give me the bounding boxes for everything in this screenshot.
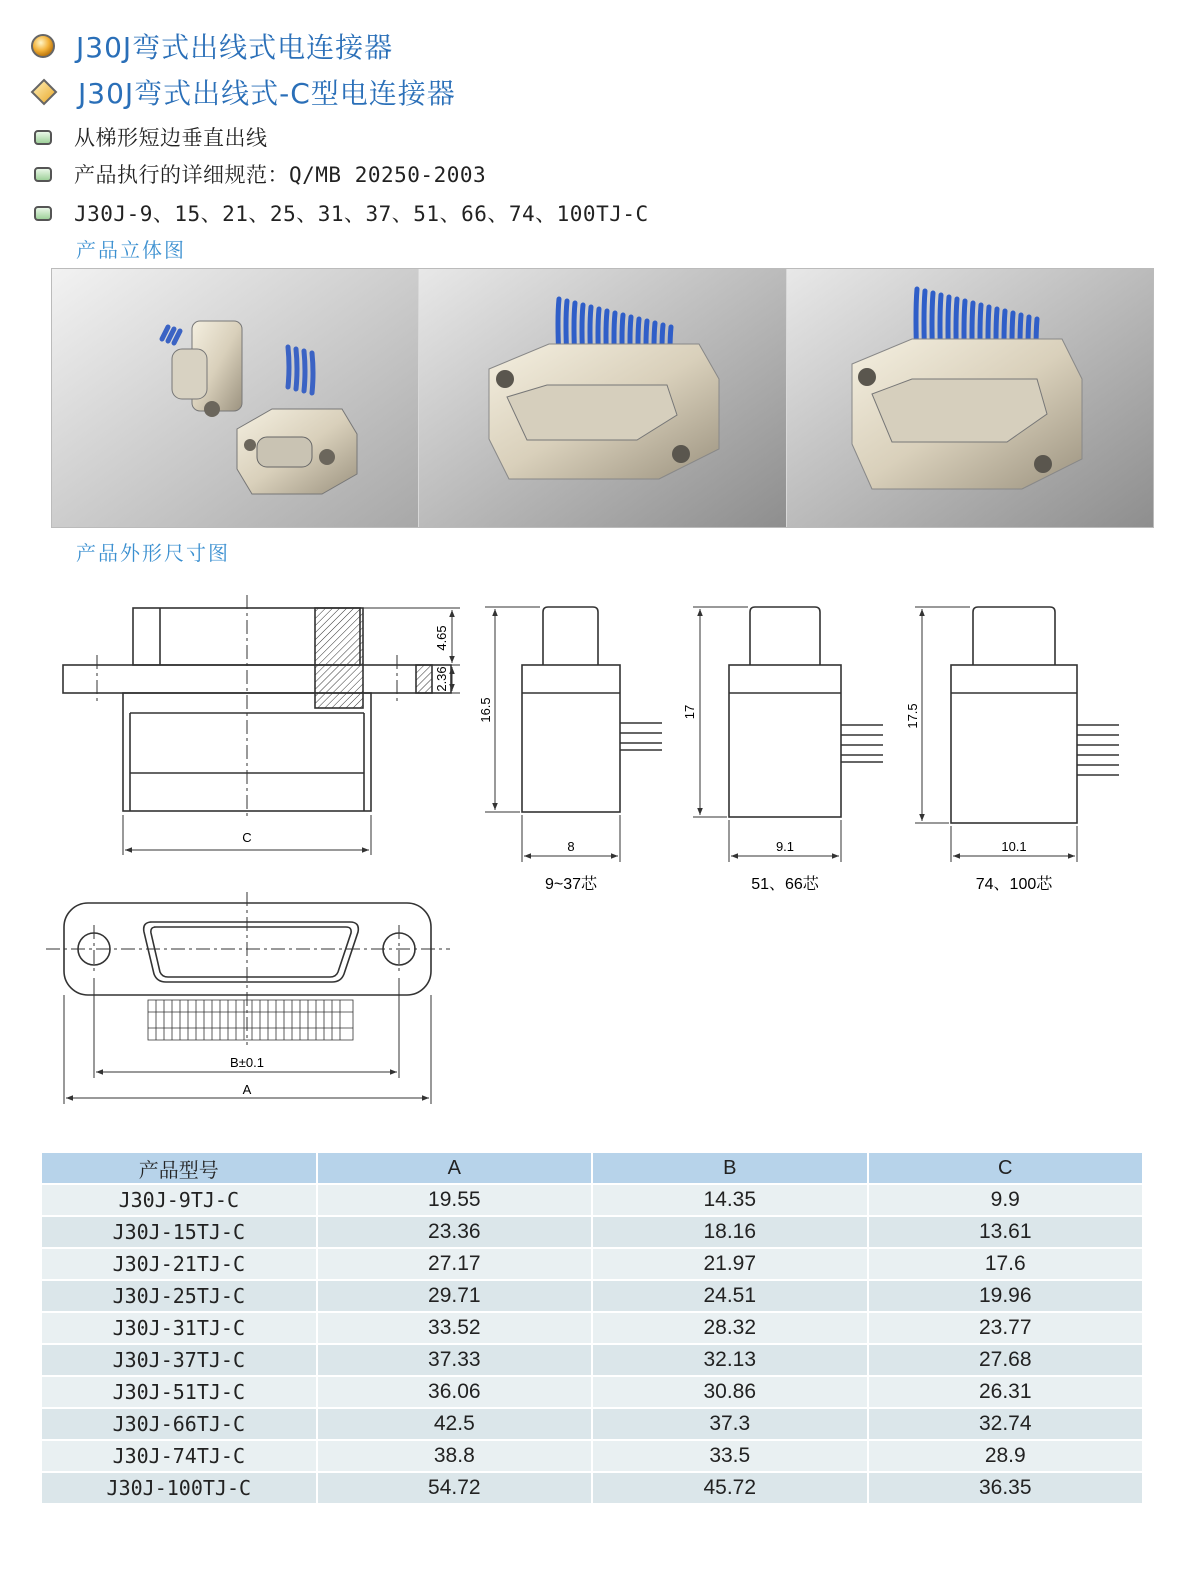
cell-b: 30.86 [593, 1377, 868, 1409]
green-square-bullet-icon [34, 167, 52, 182]
cell-b: 14.35 [593, 1185, 868, 1217]
cell-b: 21.97 [593, 1249, 868, 1281]
cell-b: 18.16 [593, 1217, 868, 1249]
side-view-height: 17 [682, 704, 697, 720]
cell-b: 24.51 [593, 1281, 868, 1313]
table-row [42, 1249, 1144, 1281]
bottom-view [46, 892, 450, 1104]
column-header-a: A [318, 1153, 593, 1185]
cell-a: 33.52 [318, 1313, 593, 1345]
dim-c-label: C [242, 830, 252, 845]
cell-a: 19.55 [318, 1185, 593, 1217]
green-square-bullet-icon [34, 206, 52, 221]
side-view-width: 10.1 [1001, 839, 1027, 854]
table-row [42, 1441, 1144, 1473]
cell-b: 37.3 [593, 1409, 868, 1441]
cell-a: 29.71 [318, 1281, 593, 1313]
cell-c: 26.31 [869, 1377, 1145, 1409]
cell-model: J30J-21TJ-C [42, 1249, 318, 1281]
cell-b: 33.5 [593, 1441, 868, 1473]
cell-model: J30J-37TJ-C [42, 1345, 318, 1377]
cell-b: 32.13 [593, 1345, 868, 1377]
cell-model: J30J-25TJ-C [42, 1281, 318, 1313]
column-header-b: B [593, 1153, 868, 1185]
dimension-drawing [0, 580, 1200, 1110]
table-row [42, 1281, 1144, 1313]
orange-circle-bullet-icon [30, 33, 56, 59]
cell-c: 9.9 [869, 1185, 1145, 1217]
table-header-row [42, 1153, 1144, 1185]
diamond-bullet-icon [30, 78, 58, 106]
dim-4.65: 4.65 [434, 625, 449, 651]
column-header-c: C [869, 1153, 1145, 1185]
cell-model: J30J-66TJ-C [42, 1409, 318, 1441]
cell-model: J30J-51TJ-C [42, 1377, 318, 1409]
side-view-2 [682, 607, 883, 893]
side-view-1 [478, 607, 662, 893]
spec-item [34, 198, 649, 228]
spec-item [34, 159, 486, 189]
cell-c: 23.77 [869, 1313, 1145, 1345]
column-header-model: 产品型号 [42, 1153, 318, 1185]
cell-b: 28.32 [593, 1313, 868, 1345]
cell-model: J30J-100TJ-C [42, 1473, 318, 1505]
table-row [42, 1377, 1144, 1409]
spec-item [34, 122, 268, 152]
dim-a-label: A [242, 1082, 252, 1097]
dim-b-label: B±0.1 [230, 1055, 264, 1070]
side-view-3 [905, 607, 1119, 893]
table-row [42, 1217, 1144, 1249]
side-view-caption: 9~37芯 [544, 876, 598, 893]
title-row-2 [30, 72, 456, 112]
green-square-bullet-icon [34, 130, 52, 145]
side-view-height: 16.5 [478, 697, 493, 723]
spec-text: 产品执行的详细规范：Q/MB 20250-2003 [74, 163, 487, 187]
cell-model: J30J-31TJ-C [42, 1313, 318, 1345]
cell-a: 38.8 [318, 1441, 593, 1473]
side-view-width: 8 [567, 839, 575, 854]
table-row [42, 1409, 1144, 1441]
table-row [42, 1345, 1144, 1377]
drawing-section-title: 产品外形尺寸图 [76, 541, 230, 565]
cell-model: J30J-9TJ-C [42, 1185, 318, 1217]
cell-c: 27.68 [869, 1345, 1145, 1377]
cell-a: 54.72 [318, 1473, 593, 1505]
table-row [42, 1185, 1144, 1217]
cell-a: 27.17 [318, 1249, 593, 1281]
cell-a: 36.06 [318, 1377, 593, 1409]
cell-c: 19.96 [869, 1281, 1145, 1313]
cell-c: 32.74 [869, 1409, 1145, 1441]
side-view-height: 17.5 [905, 703, 920, 729]
product-photos [51, 268, 1154, 528]
cell-b: 45.72 [593, 1473, 868, 1505]
cell-c: 13.61 [869, 1217, 1145, 1249]
product-photo-small [52, 269, 418, 527]
cell-a: 37.33 [318, 1345, 593, 1377]
side-view-caption: 74、100芯 [975, 876, 1053, 893]
cell-c: 28.9 [869, 1441, 1145, 1473]
cell-c: 36.35 [869, 1473, 1145, 1505]
dimension-table [42, 1153, 1144, 1505]
cell-model: J30J-15TJ-C [42, 1217, 318, 1249]
table-row [42, 1313, 1144, 1345]
side-view-width: 9.1 [775, 839, 795, 854]
side-view-caption: 51、66芯 [751, 876, 819, 893]
product-photo-large [786, 269, 1153, 527]
spec-text: J30J-9、15、21、25、31、37、51、66、74、100TJ-C [74, 202, 649, 226]
photo-section-title: 产品立体图 [76, 238, 186, 262]
page-title: J30J弯式出线式电连接器 [76, 31, 394, 64]
table-row [42, 1473, 1144, 1505]
cell-model: J30J-74TJ-C [42, 1441, 318, 1473]
cell-a: 23.36 [318, 1217, 593, 1249]
product-photo-medium [418, 269, 785, 527]
dim-2.36: 2.36 [434, 666, 449, 692]
title-row-1 [30, 26, 393, 66]
cell-a: 42.5 [318, 1409, 593, 1441]
spec-text: 从梯形短边垂直出线 [74, 126, 268, 150]
cell-c: 17.6 [869, 1249, 1145, 1281]
page-subtitle: J30J弯式出线式-C型电连接器 [78, 77, 456, 110]
